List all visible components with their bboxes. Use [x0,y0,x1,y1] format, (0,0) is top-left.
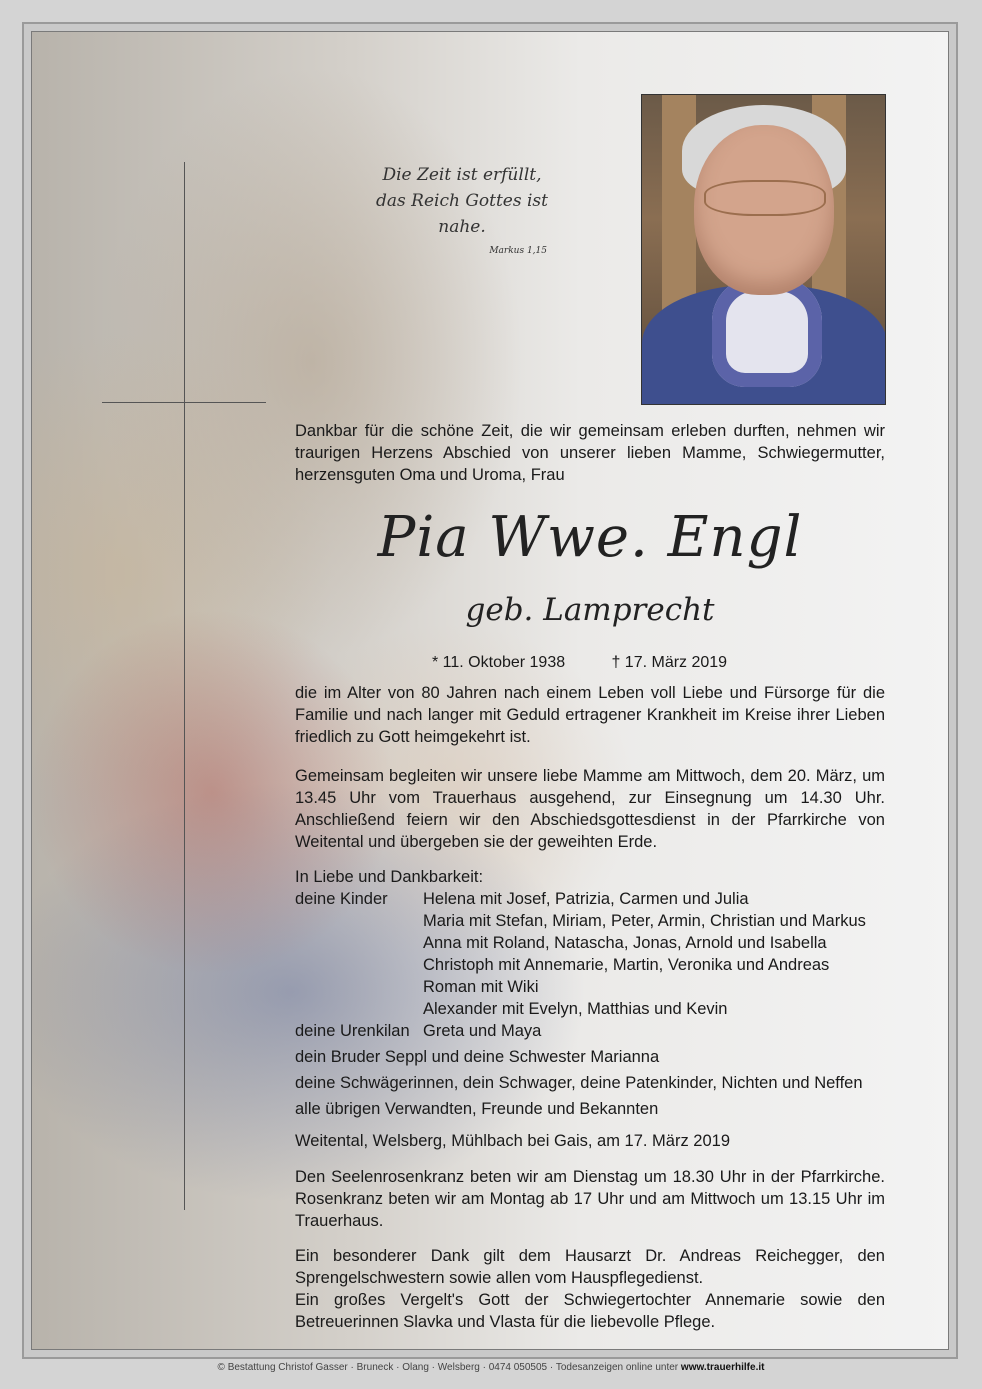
birth-date: * 11. Oktober 1938 [432,654,566,671]
death-date: † 17. März 2019 [611,654,728,671]
verse-line-2: das Reich Gottes ist nahe. [376,191,548,237]
intro-paragraph: Dankbar für die schöne Zeit, die wir gemeinsam erleben durften, nehmen wir traurigen Herzens Abschied von unserer lieben Mamme, Schwiegermutter, herzensguten Oma und Uroma, Frau [295,422,885,484]
life-paragraph: die im Alter von 80 Jahren nach einem Leben voll Liebe und Fürsorge für die Familie und nach langer mit Geduld ertragener Krankheit im Kreise ihrer Lieben friedlich zu Gott heimgekehrt ist. [295,684,885,746]
thanks-paragraph-2: Ein großes Vergelt's Gott der Schwiegertochter Annemarie sowie den Betreuerinnen Slavka und Vlasta für die liebevolle Pflege. [295,1291,885,1331]
great-grandchildren-row [295,1020,895,1042]
list-item: Alexander mit Evelyn, Matthias und Kevin [423,1000,728,1018]
deceased-name: Pia Wwe. Engl [377,505,803,570]
cross-vertical-bar [184,162,185,1210]
children-row [295,888,895,1020]
siblings-line: dein Bruder Seppl und deine Schwester Marianna [295,1048,660,1066]
footer-text: © Bestattung Christof Gasser · Bruneck · Olang · Welsberg · 0474 050505 · Todesanzeigen online unter [217,1362,679,1373]
list-item: Maria mit Stefan, Miriam, Peter, Armin, Christian und Markus [423,912,866,930]
great-grandchildren-names: Greta und Maya [423,1022,542,1040]
verse-line-1: Die Zeit ist erfüllt, [382,165,542,185]
list-item: Christoph mit Annemarie, Martin, Veronika und Andreas [423,956,830,974]
family-list [295,866,895,1120]
footer [0,1362,982,1373]
great-grandchildren-label: deine Urenkilan [295,1022,410,1040]
bible-verse [352,162,572,256]
list-item: Roman mit Wiki [423,978,539,996]
cross-horizontal-bar [102,402,266,403]
in-laws-line: deine Schwägerinnen, dein Schwager, deine Patenkinder, Nichten und Neffen [295,1074,863,1092]
children-label: deine Kinder [295,890,388,908]
list-item: Helena mit Josef, Patrizia, Carmen und Julia [423,890,749,908]
maiden-name: geb. Lamprecht [465,592,715,628]
place-date: Weitental, Welsberg, Mühlbach bei Gais, am 17. März 2019 [295,1132,731,1150]
rosary-paragraph: Den Seelenrosenkranz beten wir am Dienstag um 18.30 Uhr in der Pfarrkirche. Rosenkranz beten wir am Montag ab 17 Uhr und am Mittwoch um 13.15 Uhr im Trauerhaus. [295,1168,885,1230]
thanks-paragraph-1: Ein besonderer Dank gilt dem Hausarzt Dr. Andreas Reichegger, den Sprengelschwestern sowie allen vom Hauspflegedienst. [295,1247,885,1287]
footer-website-link[interactable]: www.trauerhilfe.it [680,1362,765,1373]
list-item: Anna mit Roland, Natascha, Jonas, Arnold und Isabella [423,934,827,952]
portrait-photo [641,94,886,405]
funeral-paragraph: Gemeinsam begleiten wir unsere liebe Mamme am Mittwoch, dem 20. März, um 13.45 Uhr vom Trauerhaus ausgehend, zur Einsegnung um 14.30 Uhr. Anschließend feiern wir den Abschiedsgottesdienst in der Pfarrkirche von Weitental und übergeben sie der geweihten Erde. [295,767,885,851]
life-dates [432,652,727,674]
others-line: alle übrigen Verwandten, Freunde und Bekannten [295,1100,659,1118]
family-heading: In Liebe und Dankbarkeit: [295,868,484,886]
children-names [423,888,895,1020]
photo-figure-glasses [704,180,826,216]
verse-reference: Markus 1,15 [489,246,547,256]
obituary-card [31,31,949,1350]
